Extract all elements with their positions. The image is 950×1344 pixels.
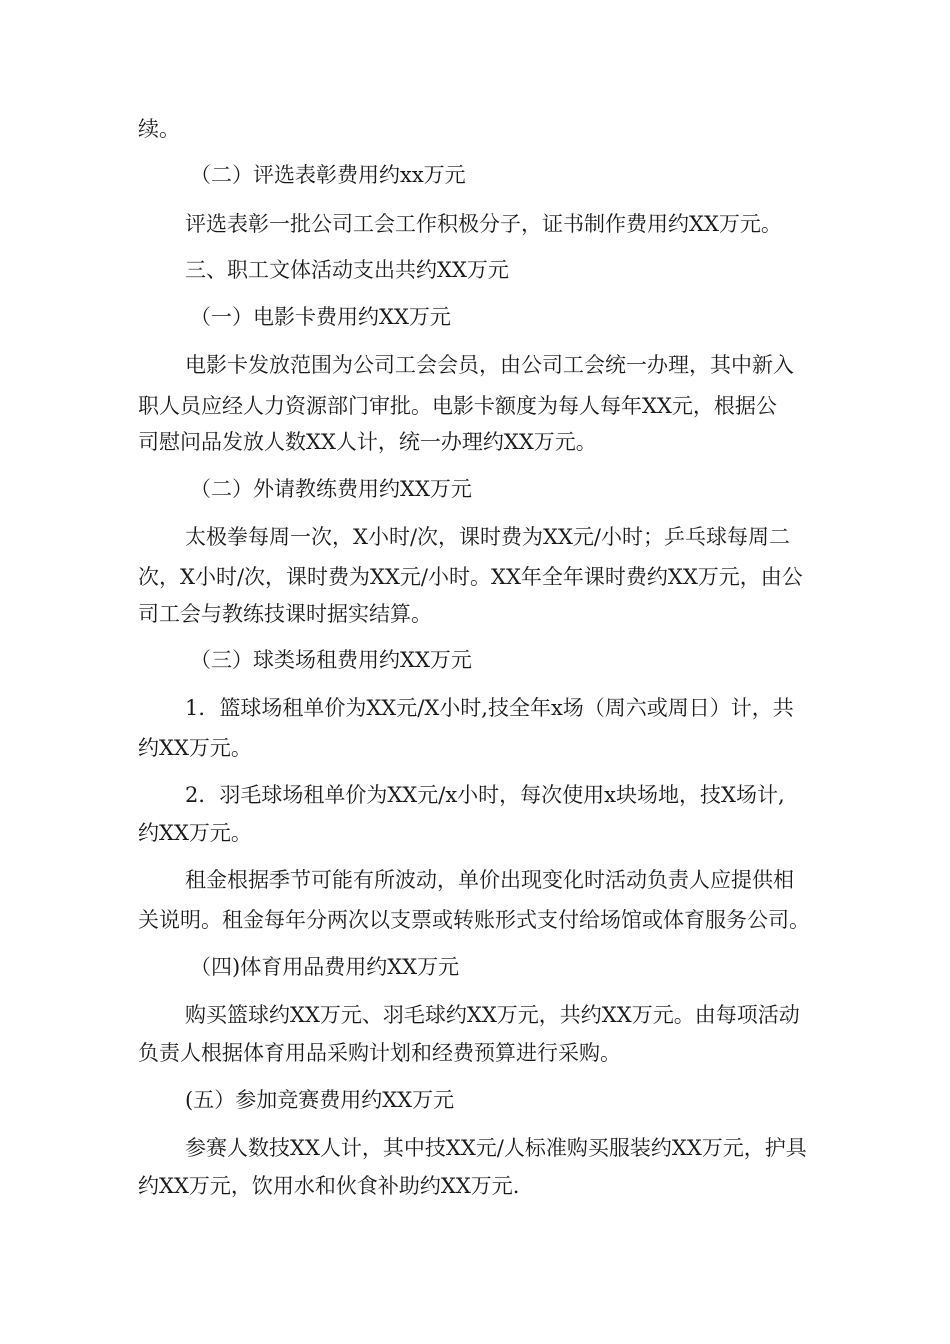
section-heading: （二）评选表彰费用约xx万元 (190, 163, 466, 187)
section-heading: （三）球类场租费用约XX万元 (190, 648, 472, 672)
paragraph-line: 关说明。租金每年分两次以支票或转账形式支付给场馆或体育服务公司。 (138, 908, 810, 932)
paragraph-line: 续。 (138, 117, 180, 141)
paragraph-line: 电影卡发放范围为公司工会会员，由公司工会统一办理，其中新入 (185, 353, 794, 377)
paragraph-line: 职人员应经人力资源部门审批。电影卡额度为每人每年XX元，根据公 (138, 394, 777, 418)
paragraph-line: 租金根据季节可能有所波动，单价出现变化时活动负责人应提供相 (185, 868, 794, 892)
paragraph-line: 负责人根据体育用品采购计划和经费预算进行采购。 (138, 1041, 621, 1065)
section-heading: （一）电影卡费用约XX万元 (190, 305, 451, 329)
paragraph-line: 约XX万元，饮用水和伙食补助约XX万元. (138, 1174, 520, 1198)
paragraph-line: 购买篮球约XX万元、羽毛球约XX万元，共约XX万元。由每项活动 (185, 1003, 800, 1027)
paragraph-line: 1．篮球场租单价为XX元/X小时,技全年x场（周六或周日）计，共 (185, 696, 794, 720)
paragraph-line: 2．羽毛球场租单价为XX元/x小时，每次使用x块场地，技X场计, (185, 783, 785, 807)
paragraph-line: 司工会与教练技课时据实结算。 (138, 602, 432, 626)
paragraph-line: 评选表彰一批公司工会工作积极分子，证书制作费用约XX万元。 (185, 212, 782, 236)
paragraph-line: 约XX万元。 (138, 821, 252, 845)
section-heading: 三、职工文体活动支出共约XX万元 (185, 258, 509, 282)
section-heading: (五）参加竞赛费用约XX万元 (185, 1088, 455, 1112)
section-heading: （二）外请教练费用约XX万元 (190, 477, 472, 501)
section-heading: （四)体育用品费用约XX万元 (190, 955, 460, 979)
paragraph-line: 次，X小时/次，课时费为XX元/小时。XX年全年课时费约XX万元，由公 (138, 565, 803, 589)
paragraph-line: 约XX万元。 (138, 736, 252, 760)
paragraph-line: 司慰问品发放人数XX人计，统一办理约XX万元。 (138, 430, 597, 454)
paragraph-line: 参赛人数技XX人计，其中技XX元/人标准购买服装约XX万元，护具 (185, 1136, 807, 1160)
paragraph-line: 太极拳每周一次，X小时/次，课时费为XX元/小时；乒乓球每周二 (185, 525, 790, 549)
